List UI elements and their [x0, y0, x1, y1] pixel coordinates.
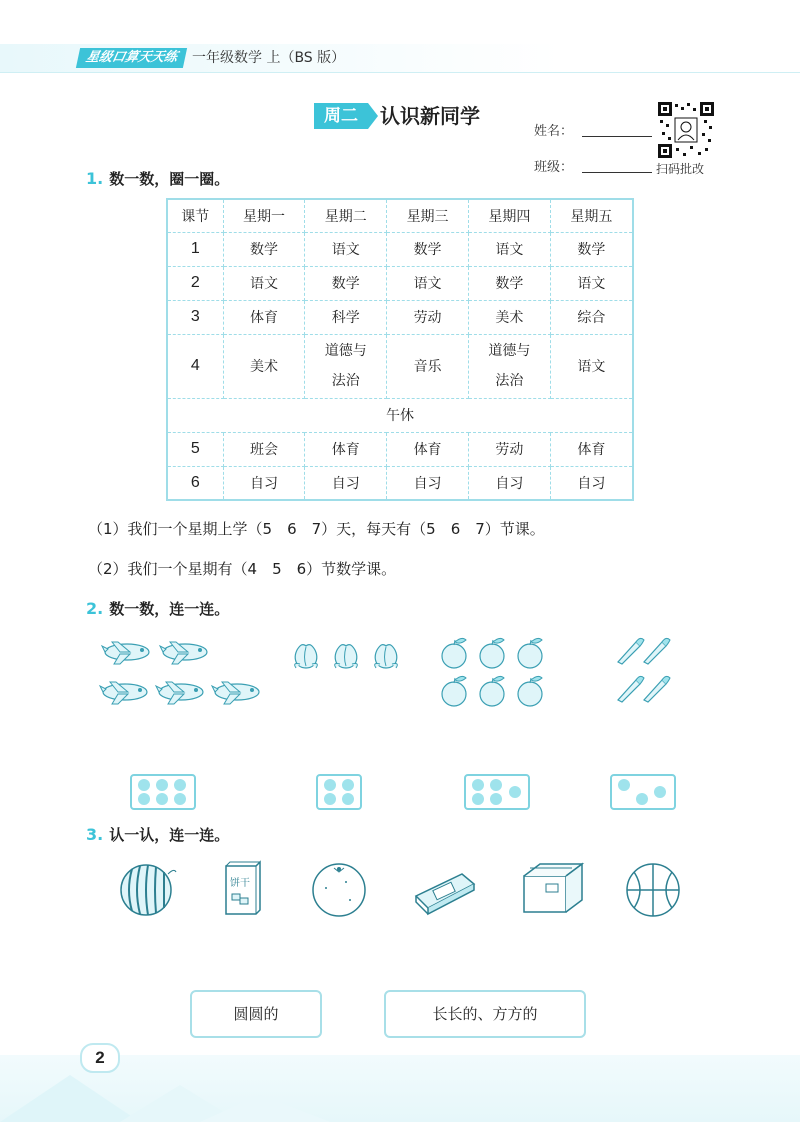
basketball-icon[interactable]	[624, 860, 684, 920]
watermelon-icon[interactable]	[118, 862, 178, 922]
period-cell: 6	[167, 466, 223, 500]
apple-icon	[480, 638, 504, 668]
subject-cell[interactable]: 音乐	[387, 334, 469, 398]
subject-cell[interactable]: 数学	[550, 232, 633, 266]
dot	[472, 793, 484, 805]
dot	[174, 779, 186, 791]
dot	[490, 793, 502, 805]
airplane-group[interactable]	[100, 636, 270, 716]
biscuit-box-icon[interactable]	[222, 860, 264, 916]
question-number: 1.	[86, 169, 104, 188]
carrot-icon	[618, 676, 644, 702]
subject-cell[interactable]: 数学	[223, 232, 305, 266]
table-row	[167, 466, 633, 500]
dot	[490, 779, 502, 791]
dot	[324, 793, 336, 805]
dot	[342, 793, 354, 805]
subject-cell[interactable]: 劳动	[468, 432, 550, 466]
subject-cell[interactable]: 自习	[468, 466, 550, 500]
subject-line: 道德与	[488, 343, 531, 359]
scan-to-grade-label: 扫码批改	[656, 162, 705, 176]
header-cell: 星期二	[305, 199, 387, 232]
question-text: 数一数，圈一圈。	[109, 170, 230, 188]
table-row	[167, 266, 633, 300]
apple-icon	[518, 676, 542, 706]
airplane-icon	[102, 642, 149, 664]
subject-cell[interactable]: 劳动	[387, 300, 469, 334]
subject-cell[interactable]: 语文	[387, 266, 469, 300]
question-number: 2.	[86, 599, 104, 618]
dot	[472, 779, 484, 791]
table-row	[167, 334, 633, 398]
page-number: 2	[80, 1043, 120, 1073]
subject-cell[interactable]: 数学	[387, 232, 469, 266]
dot	[156, 793, 168, 805]
class-label: 班级：	[534, 160, 574, 175]
period-cell: 2	[167, 266, 223, 300]
dot	[138, 793, 150, 805]
subject-cell[interactable]: 语文	[305, 232, 387, 266]
series-brand: 星级口算天天练	[76, 48, 187, 68]
header-cell: 星期一	[223, 199, 305, 232]
lunch-break-cell: 午休	[167, 398, 633, 432]
answer-box-long-square[interactable]: 长长的、方方的	[384, 990, 586, 1038]
table-row	[167, 432, 633, 466]
footer-band	[0, 1055, 800, 1122]
carrot-icon	[644, 676, 670, 702]
eraser-icon[interactable]	[412, 866, 482, 916]
book-subtitle: 一年级数学 上（BS 版）	[192, 50, 346, 66]
airplane-icon	[212, 682, 259, 704]
subject-cell[interactable]: 体育	[550, 432, 633, 466]
dot	[156, 779, 168, 791]
lesson-title: 认识新同学	[380, 104, 480, 128]
question-text: 数一数，连一连。	[109, 600, 230, 618]
header-cell: 星期四	[468, 199, 550, 232]
subject-line: 道德与	[324, 343, 367, 359]
dot-card-6[interactable]	[130, 774, 196, 810]
peach-group[interactable]	[292, 636, 412, 676]
carrot-icon	[618, 638, 644, 664]
subject-cell[interactable]: 语文	[550, 266, 633, 300]
class-schedule-table	[166, 198, 634, 501]
carrot-group[interactable]	[612, 634, 682, 714]
dot	[509, 786, 521, 798]
subject-cell[interactable]	[468, 334, 550, 398]
subject-cell[interactable]: 综合	[550, 300, 633, 334]
box-icon[interactable]	[520, 860, 590, 918]
peach-icon	[335, 645, 358, 668]
subject-cell[interactable]: 语文	[468, 232, 550, 266]
sub-question-1[interactable]: （1）我们一个星期上学（5 6 7）天，每天有（5 6 7）节课。	[88, 520, 545, 538]
apple-icon	[442, 638, 466, 668]
period-cell: 1	[167, 232, 223, 266]
header-divider	[0, 72, 800, 73]
sub-question-2[interactable]: （2）我们一个星期有（4 5 6）节数学课。	[88, 560, 397, 578]
dot	[324, 779, 336, 791]
qr-code-icon[interactable]	[658, 102, 714, 158]
subject-cell[interactable]: 语文	[550, 334, 633, 398]
dot-card-4[interactable]	[316, 774, 362, 810]
airplane-icon	[156, 682, 203, 704]
question-number: 3.	[86, 825, 104, 844]
peach-icon	[375, 645, 398, 668]
period-cell: 4	[167, 334, 223, 398]
dot-card-5[interactable]	[464, 774, 530, 810]
subject-cell[interactable]	[305, 334, 387, 398]
subject-cell[interactable]: 自习	[550, 466, 633, 500]
dot	[342, 779, 354, 791]
subject-cell[interactable]: 自习	[305, 466, 387, 500]
subject-cell[interactable]: 数学	[468, 266, 550, 300]
question-2-heading	[86, 598, 229, 619]
dot-card-3[interactable]	[610, 774, 676, 810]
orange-icon[interactable]	[310, 860, 370, 920]
subject-cell[interactable]: 自习	[223, 466, 305, 500]
subject-cell[interactable]: 自习	[387, 466, 469, 500]
carrot-icon	[644, 638, 670, 664]
dot	[654, 786, 666, 798]
question-3-heading	[86, 824, 229, 845]
apple-group[interactable]	[440, 634, 560, 714]
subject-line: 法治	[331, 373, 360, 389]
day-tag: 周二	[314, 103, 368, 129]
apple-icon	[480, 676, 504, 706]
period-cell: 5	[167, 432, 223, 466]
subject-cell[interactable]: 体育	[223, 300, 305, 334]
dot	[636, 793, 648, 805]
question-text: 认一认，连一连。	[109, 826, 230, 844]
apple-icon	[442, 676, 466, 706]
airplane-icon	[160, 642, 207, 664]
dot	[174, 793, 186, 805]
name-label: 姓名：	[534, 124, 574, 139]
dot	[138, 779, 150, 791]
table-row	[167, 232, 633, 266]
table-row	[167, 398, 633, 432]
answer-box-round[interactable]: 圆圆的	[190, 990, 322, 1038]
subject-line: 法治	[495, 373, 524, 389]
biscuit-label: 饼干	[230, 878, 250, 889]
subject-cell[interactable]: 体育	[387, 432, 469, 466]
table-row	[167, 300, 633, 334]
subject-cell[interactable]: 体育	[305, 432, 387, 466]
subject-cell[interactable]: 科学	[305, 300, 387, 334]
period-cell: 3	[167, 300, 223, 334]
class-field[interactable]	[582, 172, 652, 173]
table-header-row	[167, 199, 633, 232]
apple-icon	[518, 638, 542, 668]
subject-cell[interactable]: 美术	[223, 334, 305, 398]
subject-cell[interactable]: 语文	[223, 266, 305, 300]
subject-cell[interactable]: 美术	[468, 300, 550, 334]
question-1-heading	[86, 168, 229, 189]
header-cell: 课节	[167, 199, 223, 232]
header-cell: 星期三	[387, 199, 469, 232]
name-field[interactable]	[582, 136, 652, 137]
subject-cell[interactable]: 数学	[305, 266, 387, 300]
peach-icon	[295, 645, 318, 668]
header-cell: 星期五	[550, 199, 633, 232]
subject-cell[interactable]: 班会	[223, 432, 305, 466]
dot	[618, 779, 630, 791]
airplane-icon	[100, 682, 147, 704]
